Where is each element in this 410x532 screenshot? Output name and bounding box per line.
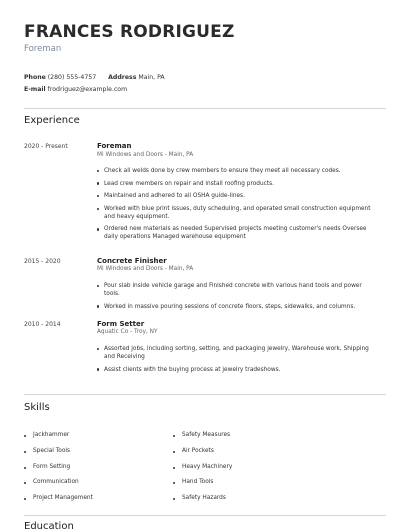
candidate-name: FRANCES RODRIGUEZ (24, 22, 235, 42)
email-label: E-mail (24, 86, 46, 93)
job-dates: 2020 - Present (24, 143, 68, 150)
list-item: Assist clients with the buying process at jewelry tradeshows. (97, 366, 379, 374)
list-item: Worked with blue print issues, duty scheduling, and operated small construction equipment and heavy equipment. (97, 205, 379, 221)
list-item: Check all welds done by crew members to ensure they meet all necessary codes. (97, 167, 379, 175)
phone-value: (280) 555-4757 (47, 74, 97, 81)
list-item: Worked in massive pouring sessions of concrete floors, steps, sidewalks, and columns. (97, 303, 379, 311)
skill-item: Special Tools (24, 448, 70, 454)
contact-line-phone-address (24, 74, 165, 81)
skill-item: Heavy Machinery (173, 464, 232, 470)
job-dates: 2015 - 2020 (24, 258, 61, 265)
skill-item: Safety Measures (173, 432, 230, 438)
divider (24, 108, 386, 109)
email-value: frodriguez@example.com (47, 86, 128, 93)
skill-item: Jackhammer (24, 432, 69, 438)
job-company: Mi Windows and Doors - Main, PA (97, 152, 194, 158)
divider (24, 394, 386, 395)
job-bullets (97, 345, 379, 378)
skill-item: Project Management (24, 495, 93, 501)
skill-item: Safety Hazards (173, 495, 226, 501)
job-role: Concrete Finisher (97, 257, 167, 265)
job-bullets (97, 167, 379, 246)
skill-item: Hand Tools (173, 479, 213, 485)
address-label: Address (108, 74, 137, 81)
list-item: Lead crew members on repair and install roofing products. (97, 180, 379, 188)
experience-heading: Experience (24, 115, 80, 126)
education-heading: Education (24, 521, 74, 532)
list-item: Pour slab inside vehicle garage and Finished concrete with various hand tools and power tools. (97, 282, 379, 298)
divider (24, 515, 386, 516)
list-item: Assorted jobs, including sorting, setting, and packaging jewelry, Warehouse work, Shipping and Receiving (97, 345, 379, 361)
candidate-title: Foreman (24, 44, 62, 54)
skill-item: Communication (24, 479, 79, 485)
job-role: Foreman (97, 142, 132, 150)
job-dates: 2010 - 2014 (24, 321, 61, 328)
skill-item: Air Pockets (173, 448, 214, 454)
contact-line-email (24, 86, 127, 93)
address-value: Main, PA (138, 74, 165, 81)
job-role: Form Setter (97, 320, 145, 328)
job-company: Mi Windows and Doors - Main, PA (97, 266, 194, 272)
skill-item: Form Setting (24, 464, 70, 470)
job-bullets (97, 282, 379, 315)
list-item: Maintained and adhered to all OSHA guide-lines. (97, 192, 379, 200)
job-company: Aquatic Co - Troy, NY (97, 329, 158, 335)
phone-label: Phone (24, 74, 46, 81)
list-item: Ordered new materials as needed Supervised projects meeting customer's needs Oversee daily operations Managed warehouse equipment (97, 225, 379, 241)
skills-heading: Skills (24, 402, 50, 413)
